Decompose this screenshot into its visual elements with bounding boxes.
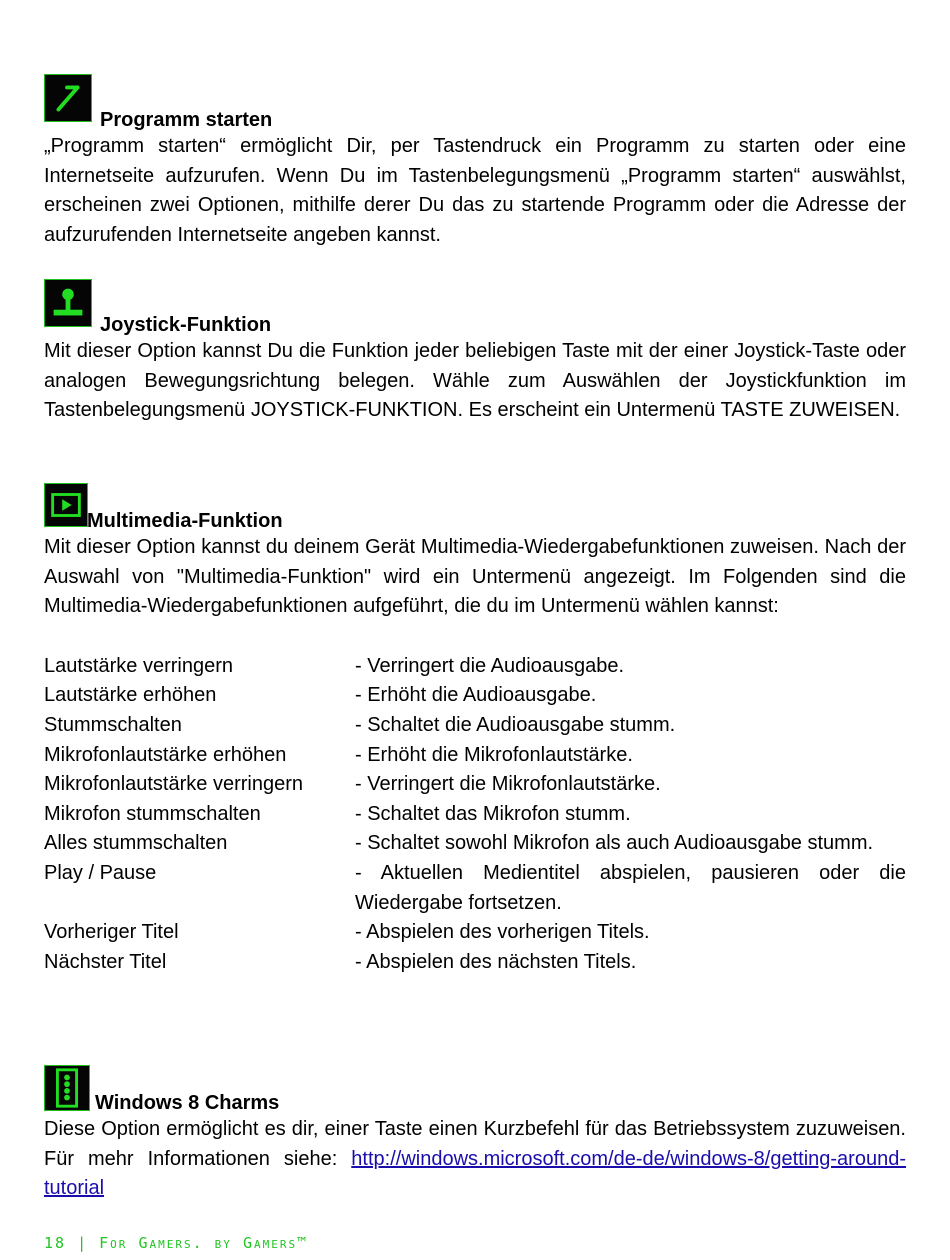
section-multimedia-funktion [44,483,906,977]
function-description: - Verringert die Mikrofonlautstärke. [355,773,661,796]
function-name: Play / Pause [44,861,157,884]
section-programm-starten [44,74,906,250]
section-body [44,1115,906,1204]
section-windows-8-charms [44,1065,906,1204]
function-description: - Aktuellen Medientitel abspielen, pausieren oder die Wiedergabe fortsetzen. [355,861,906,914]
multimedia-function-row [44,948,906,978]
multimedia-function-row [44,652,906,682]
windows-tutorial-link[interactable]: http://windows.microsoft.com/de-de/windows-8/getting-around-tutorial [44,1147,906,1200]
page-footer: 18 | For Gamers. by Gamers™ [44,1234,309,1252]
function-description: - Erhöht die Mikrofonlautstärke. [355,743,633,766]
section-body: Mit dieser Option kannst Du die Funktion jeder beliebigen Taste mit der einer Joystick-Taste oder analogen Bewegungsrichtung belegen. Wähle zum Auswählen der Joystickfunktion im Tastenbelegungsmenü JOYSTICK-FUNKTION. Es erscheint ein Untermenü TASTE ZUWEISEN. [44,340,906,422]
multimedia-function-row [44,770,906,800]
multimedia-function-list [44,652,906,978]
function-name: Mikrofon stummschalten [44,802,261,825]
section-joystick-funktion [44,279,906,426]
function-name: Mikrofonlautstärke erhöhen [44,743,287,766]
section-heading [44,74,906,132]
multimedia-function-row [44,711,906,741]
multimedia-function-row [44,800,906,830]
multimedia-function-row [44,681,906,711]
play-media-icon [44,483,88,527]
function-name: Vorheriger Titel [44,921,179,944]
section-title: Windows 8 Charms [95,1092,280,1114]
section-title: Programm starten [100,109,273,131]
function-name: Alles stummschalten [44,832,228,855]
multimedia-function-row [44,829,906,859]
section-title: Multimedia-Funktion [87,510,283,532]
multimedia-function-row [44,741,906,771]
function-name: Mikrofonlautstärke verringern [44,773,303,796]
function-description: - Schaltet das Mikrofon stumm. [355,802,631,825]
launch-arrow-icon [44,74,92,122]
section-heading [44,1065,906,1115]
multimedia-function-row [44,859,906,918]
charms-bar-icon [44,1065,90,1111]
function-description: - Abspielen des vorherigen Titels. [355,921,650,944]
section-heading [44,279,906,337]
joystick-icon [44,279,92,327]
function-name: Lautstärke verringern [44,654,233,677]
function-name: Lautstärke erhöhen [44,684,217,707]
function-name: Nächster Titel [44,950,167,973]
function-description: - Erhöht die Audioausgabe. [355,684,597,707]
multimedia-function-row [44,918,906,948]
function-name: Stummschalten [44,713,182,736]
function-description: - Schaltet die Audioausgabe stumm. [355,713,676,736]
function-description: - Verringert die Audioausgabe. [355,654,625,677]
section-body: „Programm starten“ ermöglicht Dir, per Tastendruck ein Programm zu starten oder eine Internetseite aufzurufen. Wenn Du im Tastenbelegungsmenü „Programm starten“ auswählst, erscheinen zwei Optionen, mithilfe derer Du das zu startende Programm oder die Adresse der aufzurufenden Internetseite angeben kannst. [44,135,906,246]
section-title: Joystick-Funktion [100,314,272,336]
section-heading [44,483,906,533]
section-body: Mit dieser Option kannst du deinem Gerät Multimedia-Wiedergabefunktionen zuweisen. Nach der Auswahl von "Multimedia-Funktion" wird ein Untermenü angezeigt. Im Folgenden sind die Multimedia-Wiedergabefunktionen aufgeführt, die du im Untermenü wählen kannst: [44,536,906,618]
section-body-text: Diese Option ermöglicht es dir, einer Taste einen Kurzbefehl für das Betriebssystem zuzuweisen. Für mehr Informationen siehe: [44,1118,906,1170]
function-description: - Abspielen des nächsten Titels. [355,950,637,973]
function-description: - Schaltet sowohl Mikrofon als auch Audioausgabe stumm. [355,832,874,855]
